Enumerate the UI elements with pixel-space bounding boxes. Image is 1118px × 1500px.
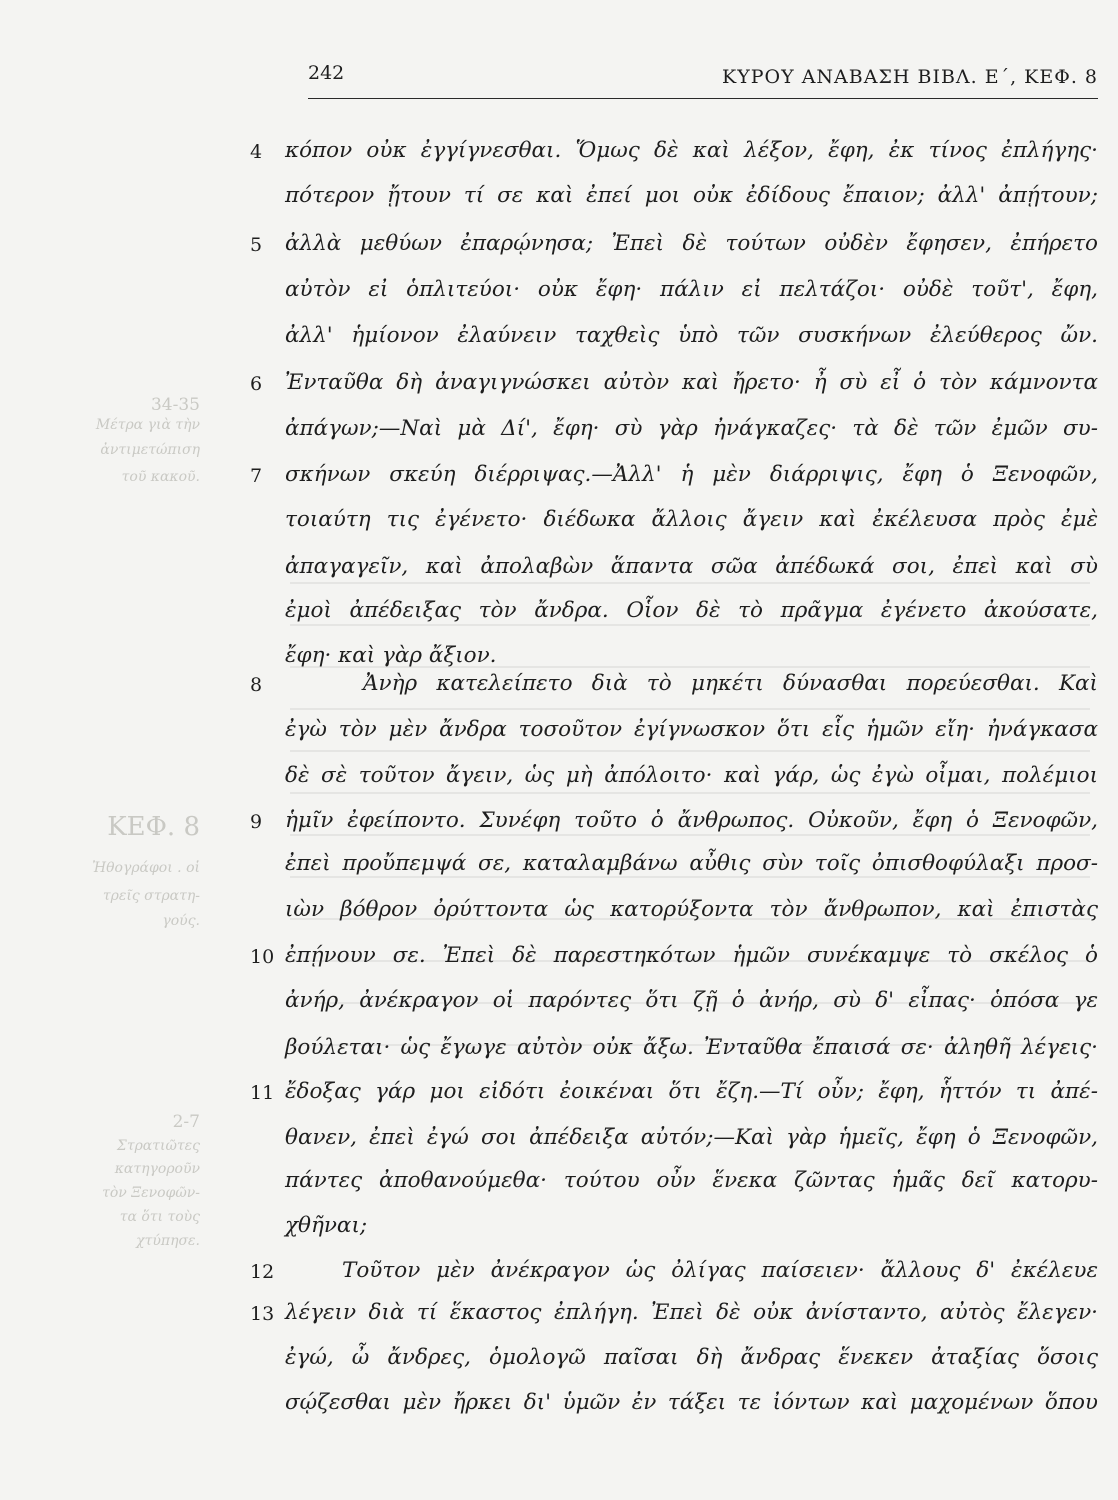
ghost-margin-note: Μέτρα γιὰ τὴν	[95, 417, 200, 433]
text-line	[285, 140, 1098, 162]
ghost-margin-note: χτύπησε.	[136, 1233, 200, 1249]
text-line-content: Τοῦτον μὲν ἀνέκραγον ὡς ὀλίγας παίσειεν· ἄλλους δ' ἐκέλευε	[342, 1258, 1098, 1283]
text-line-content: σκήνων σκεύη διέρριψας.—Ἀλλ' ἡ μὲν διάρριψις, ἔφη ὁ Ξενοφῶν,	[285, 462, 1098, 487]
text-line	[285, 1037, 1098, 1059]
section-number: 6	[250, 373, 263, 395]
text-line	[285, 645, 1098, 667]
text-line-content: θανεν, ἐπεὶ ἐγώ σοι ἀπέδειξα αὐτόν;—Καὶ γὰρ ἡμεῖς, ἔφη ὁ Ξενοφῶν,	[285, 1125, 1098, 1150]
text-line	[285, 556, 1098, 578]
ghost-margin-note: γούς.	[162, 913, 200, 929]
section-number: 9	[250, 811, 263, 833]
text-line-content: ἀνήρ, ἀνέκραγον οἱ παρόντες ὅτι ζῇ ὁ ἀνήρ, σὺ δ' εἶπας· ὁπόσα γε	[285, 988, 1098, 1013]
text-line-content: ἀπαγαγεῖν, καὶ ἀπολαβὼν ἅπαντα σῶα ἀπέδωκά σοι, ἐπεὶ καὶ σὺ	[285, 554, 1098, 579]
text-line-content: Ἀνὴρ κατελείπετο διὰ τὸ μηκέτι δύνασθαι πορεύεσθαι. Καὶ	[363, 671, 1098, 696]
running-title: ΚΥΡΟΥ ΑΝΑΒΑΣΗ ΒΙΒΛ. Ε΄, ΚΕΦ. 8	[722, 66, 1098, 88]
text-line-content: ἀλλ' ἡμίονον ἐλαύνειν ταχθεὶς ὑπὸ τῶν συσκήνων ἐλεύθερος ὤν.	[285, 323, 1098, 348]
text-line	[285, 1127, 1098, 1149]
text-line-content: τοιαύτη τις ἐγένετο· διέδωκα ἄλλοις ἄγειν καὶ ἐκέλευσα πρὸς ἐμὲ	[285, 507, 1098, 532]
section-number: 12	[250, 1261, 275, 1283]
ghost-margin-note: Ἠθογράφοι . οἱ	[92, 860, 200, 876]
text-line	[285, 810, 1098, 832]
text-line-content: πάντες ἀποθανούμεθα· τούτου οὖν ἕνεκα ζῶντας ἡμᾶς δεῖ κατορυ-	[285, 1168, 1098, 1193]
text-line	[285, 464, 1098, 486]
text-line	[285, 899, 1098, 921]
ghost-margin-note: τα ὅτι τοὺς	[119, 1209, 200, 1225]
text-line-content: χθῆναι;	[285, 1213, 368, 1238]
text-line-content: ἐγώ, ὦ ἄνδρες, ὁμολογῶ παῖσαι δὴ ἄνδρας ἕνεκεν ἀταξίας ὅσοις	[285, 1345, 1098, 1370]
text-line	[285, 945, 1098, 967]
text-line-content: ἀπάγων;—Ναὶ μὰ Δί', ἔφη· σὺ γὰρ ἠνάγκαζες· τὰ δὲ τῶν ἐμῶν συ-	[285, 416, 1098, 441]
section-number: 11	[250, 1082, 275, 1104]
ghost-margin-note: Στρατιῶτες	[116, 1138, 200, 1154]
text-line	[285, 1081, 1098, 1103]
header-rule	[308, 98, 1098, 99]
text-line	[285, 509, 1098, 531]
text-line	[285, 233, 1098, 255]
ghost-margin-note: τοῦ κακοῦ.	[121, 469, 200, 485]
section-number: 13	[250, 1303, 275, 1325]
text-line	[285, 185, 1098, 207]
text-line	[363, 673, 1118, 695]
text-line-content: ἡμῖν ἐφείποντο. Συνέφη τοῦτο ὁ ἄνθρωπος. Οὐκοῦν, ἔφη ὁ Ξενοφῶν,	[285, 808, 1098, 833]
text-line	[285, 853, 1098, 875]
text-line-content: Ἐνταῦθα δὴ ἀναγιγνώσκει αὐτὸν καὶ ἤρετο· ἦ σὺ εἶ ὁ τὸν κάμνοντα	[285, 370, 1098, 395]
ghost-margin-note: τὸν Ξενοφῶν-	[102, 1185, 200, 1201]
running-header	[308, 62, 1098, 98]
text-line	[285, 372, 1098, 394]
text-line	[285, 600, 1098, 622]
ghost-margin-note: ἀντιμετώπιση	[100, 442, 200, 458]
section-number: 4	[250, 141, 263, 163]
text-line-content: ιὼν βόθρον ὀρύττοντα ὡς κατορύξοντα τὸν ἄνθρωπον, καὶ ἐπιστὰς	[285, 897, 1098, 922]
text-line	[285, 418, 1098, 440]
text-line	[285, 1392, 1098, 1414]
text-line	[285, 279, 1098, 301]
ghost-margin-note: 2-7	[172, 1112, 200, 1132]
section-number: 8	[250, 674, 263, 696]
text-line	[285, 765, 1098, 787]
text-line-content: ἐγὼ τὸν μὲν ἄνδρα τοσοῦτον ἐγίγνωσκον ὅτι εἷς ἡμῶν εἴη· ἠνάγκασα	[285, 717, 1098, 742]
text-line-content: ἐμοὶ ἀπέδειξας τὸν ἄνδρα. Οἷον δὲ τὸ πρᾶγμα ἐγένετο ἀκούσατε,	[285, 598, 1098, 623]
text-line-content: ἔδοξας γάρ μοι εἰδότι ἐοικέναι ὅτι ἔζη.—Τί οὖν; ἔφη, ἧττόν τι ἀπέ-	[285, 1079, 1098, 1104]
text-line-content: ἐπῄνουν σε. Ἐπεὶ δὲ παρεστηκότων ἡμῶν συνέκαμψε τὸ σκέλος ὁ	[285, 943, 1098, 968]
text-line	[285, 990, 1098, 1012]
text-line-content: ἔφη· καὶ γὰρ ἄξιον.	[285, 643, 497, 668]
text-line-content: κόπον οὐκ ἐγγίγνεσθαι. Ὅμως δὲ καὶ λέξον, ἔφη, ἐκ τίνος ἐπλήγης·	[285, 138, 1098, 163]
section-number: 7	[250, 465, 263, 487]
section-number: 5	[250, 234, 263, 256]
text-line	[285, 1302, 1098, 1324]
ghost-margin-note: τρεῖς στρατη-	[102, 888, 200, 904]
text-line	[285, 1215, 1098, 1237]
section-number: 10	[250, 946, 275, 968]
text-line-content: λέγειν διὰ τί ἕκαστος ἐπλήγη. Ἐπεὶ δὲ οὐκ ἀνίσταντο, αὐτὸς ἔλεγεν·	[285, 1300, 1098, 1325]
text-line-content: αὐτὸν εἰ ὁπλιτεύοι· οὐκ ἔφη· πάλιν εἰ πελτάζοι· οὐδὲ τοῦτ', ἔφη,	[285, 277, 1098, 302]
text-line	[285, 1347, 1098, 1369]
text-line	[285, 719, 1098, 741]
page-number: 242	[308, 62, 345, 84]
ghost-margin-note: 34-35	[150, 395, 200, 415]
text-line-content: ἀλλὰ μεθύων ἐπαρῴνησα; Ἐπεὶ δὲ τούτων οὐδὲν ἔφησεν, ἐπήρετο	[285, 231, 1098, 256]
text-line-content: ἐπεὶ προὔπεμψά σε, καταλαμβάνω αὖθις σὺν τοῖς ὀπισθοφύλαξι προσ-	[285, 851, 1098, 876]
text-line	[342, 1260, 1118, 1282]
text-line-content: σῴζεσθαι μὲν ἤρκει δι' ὑμῶν ἐν τάξει τε ἰόντων καὶ μαχομένων ὅπου	[285, 1390, 1098, 1415]
text-line-content: δὲ σὲ τοῦτον ἄγειν, ὡς μὴ ἀπόλοιτο· καὶ γάρ, ὡς ἐγὼ οἶμαι, πολέμιοι	[285, 763, 1098, 788]
text-line-content: βούλεται· ὡς ἔγωγε αὐτὸν οὐκ ἄξω. Ἐνταῦθα ἔπαισά σε· ἀληθῆ λέγεις·	[285, 1035, 1098, 1060]
text-line	[285, 325, 1098, 347]
ghost-margin-note: ΚΕΦ. 8	[107, 812, 200, 842]
text-line-content: πότερον ᾔτουν τί σε καὶ ἐπεί μοι οὐκ ἐδίδους ἔπαιον; ἀλλ' ἀπῄτουν;	[285, 183, 1098, 208]
ghost-margin-note: κατηγοροῦν	[114, 1161, 200, 1177]
text-line	[285, 1170, 1098, 1192]
